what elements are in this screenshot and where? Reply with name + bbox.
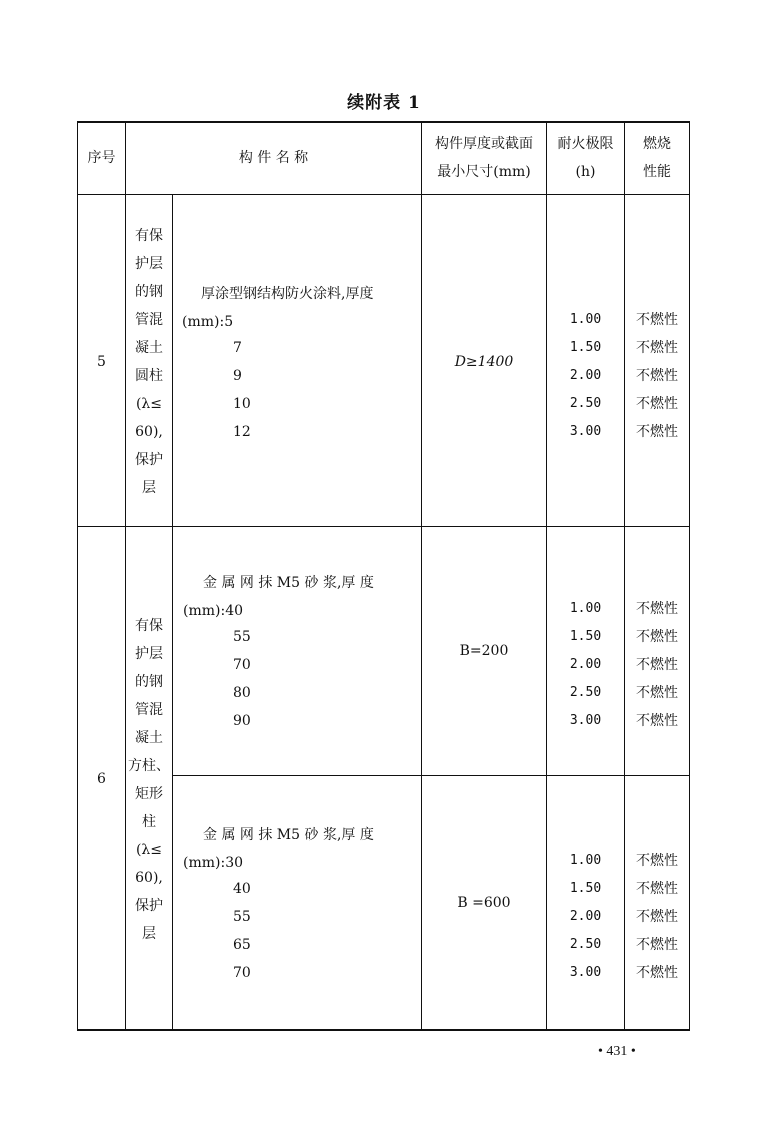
page-title: 续附表 1 bbox=[347, 93, 421, 113]
row-6b-desc-unit: (mm):30 bbox=[183, 855, 244, 871]
component-line: 的钢 bbox=[135, 284, 163, 300]
thickness-value: 70 bbox=[233, 965, 251, 981]
comb-value: 不燃性 bbox=[636, 713, 678, 729]
component-line: 管混 bbox=[135, 312, 163, 328]
fire-value: 1.50 bbox=[569, 881, 602, 896]
row-6a-fire bbox=[547, 595, 624, 735]
header-size-line2: 最小尺寸(mm) bbox=[437, 164, 531, 180]
thickness-value: 9 bbox=[233, 368, 242, 384]
header-name: 构 件 名 称 bbox=[238, 150, 309, 166]
fire-value: 2.50 bbox=[569, 396, 602, 411]
fire-value: 1.50 bbox=[569, 340, 602, 355]
component-line: 60), bbox=[135, 870, 163, 886]
comb-value: 不燃性 bbox=[636, 937, 678, 953]
col-line bbox=[172, 195, 173, 1031]
comb-value: 不燃性 bbox=[636, 965, 678, 981]
component-line: 的钢 bbox=[135, 674, 163, 690]
row-5-desc-unit: (mm):5 bbox=[182, 314, 234, 330]
comb-value: 不燃性 bbox=[636, 340, 678, 356]
row-line bbox=[172, 775, 690, 776]
fire-value: 2.00 bbox=[569, 657, 602, 672]
component-line: 60), bbox=[135, 424, 163, 440]
row-6b-thicknesses bbox=[233, 875, 251, 987]
col-line bbox=[77, 121, 78, 1031]
header-seq: 序号 bbox=[87, 150, 116, 166]
row-line bbox=[77, 194, 690, 195]
row-5-seq: 5 bbox=[97, 354, 106, 370]
row-6b-desc: 金 属 网 抹 M5 砂 浆,厚 度 bbox=[203, 827, 374, 843]
thickness-value: 70 bbox=[233, 657, 251, 673]
component-line: 层 bbox=[142, 480, 156, 496]
thickness-value: 65 bbox=[233, 937, 251, 953]
row-6a-thicknesses bbox=[233, 623, 251, 735]
row-6b-fire bbox=[547, 847, 624, 987]
row-5-fire bbox=[547, 306, 624, 446]
thickness-value: 10 bbox=[233, 396, 251, 412]
fire-value: 3.00 bbox=[569, 424, 602, 439]
header-size-line1: 构件厚度或截面 bbox=[435, 136, 533, 152]
row-6b-comb bbox=[625, 847, 689, 987]
component-line: 矩形 bbox=[135, 786, 163, 802]
row-6b-size: B =600 bbox=[457, 895, 511, 911]
comb-value: 不燃性 bbox=[636, 424, 678, 440]
row-6a-comb bbox=[625, 595, 689, 735]
row-5-comb bbox=[625, 306, 689, 446]
comb-value: 不燃性 bbox=[636, 312, 678, 328]
component-line: (λ≤ bbox=[135, 396, 163, 412]
row-6a-desc: 金 属 网 抹 M5 砂 浆,厚 度 bbox=[203, 575, 374, 591]
row-6-component bbox=[126, 612, 172, 948]
row-6-seq: 6 bbox=[97, 771, 106, 787]
component-line: 管混 bbox=[135, 702, 163, 718]
row-5-desc: 厚涂型钢结构防火涂料,厚度 bbox=[201, 286, 374, 302]
row-5-thicknesses bbox=[233, 334, 251, 446]
fire-value: 1.00 bbox=[569, 601, 602, 616]
component-line: 柱 bbox=[142, 814, 156, 830]
fire-value: 1.50 bbox=[569, 629, 602, 644]
component-line: 护层 bbox=[135, 256, 163, 272]
fire-value: 3.00 bbox=[569, 713, 602, 728]
fire-value: 1.00 bbox=[569, 853, 602, 868]
comb-value: 不燃性 bbox=[636, 368, 678, 384]
header-fire-line2: (h) bbox=[575, 164, 596, 180]
comb-value: 不燃性 bbox=[636, 685, 678, 701]
thickness-value: 55 bbox=[233, 629, 251, 645]
component-line: 护层 bbox=[135, 646, 163, 662]
component-line: 有保 bbox=[135, 228, 163, 244]
page-number: • 431 • bbox=[598, 1044, 636, 1059]
header-fire-line1: 耐火极限 bbox=[557, 136, 614, 152]
row-5-component bbox=[126, 222, 172, 502]
fire-value: 2.00 bbox=[569, 909, 602, 924]
comb-value: 不燃性 bbox=[636, 601, 678, 617]
component-line: 凝土 bbox=[135, 340, 163, 356]
component-line: 方柱、 bbox=[128, 758, 170, 774]
comb-value: 不燃性 bbox=[636, 909, 678, 925]
row-6a-size: B=200 bbox=[459, 643, 509, 659]
comb-value: 不燃性 bbox=[636, 657, 678, 673]
fire-value: 2.00 bbox=[569, 368, 602, 383]
component-line: (λ≤ bbox=[135, 842, 163, 858]
component-line: 保护 bbox=[135, 452, 163, 468]
fire-value: 1.00 bbox=[569, 312, 602, 327]
component-line: 层 bbox=[142, 926, 156, 942]
thickness-value: 40 bbox=[233, 881, 251, 897]
comb-value: 不燃性 bbox=[636, 853, 678, 869]
thickness-value: 55 bbox=[233, 909, 251, 925]
row-5-size: D≥1400 bbox=[454, 354, 514, 370]
comb-value: 不燃性 bbox=[636, 881, 678, 897]
comb-value: 不燃性 bbox=[636, 396, 678, 412]
component-line: 保护 bbox=[135, 898, 163, 914]
component-line: 圆柱 bbox=[135, 368, 163, 384]
row-line bbox=[77, 526, 690, 527]
fire-value: 2.50 bbox=[569, 685, 602, 700]
thickness-value: 12 bbox=[233, 424, 251, 440]
comb-value: 不燃性 bbox=[636, 629, 678, 645]
thickness-value: 80 bbox=[233, 685, 251, 701]
row-6a-desc-unit: (mm):40 bbox=[183, 603, 244, 619]
thickness-value: 7 bbox=[233, 340, 242, 356]
thickness-value: 90 bbox=[233, 713, 251, 729]
fire-value: 2.50 bbox=[569, 937, 602, 952]
header-comb-line1: 燃烧 bbox=[643, 136, 671, 152]
component-line: 凝土 bbox=[135, 730, 163, 746]
col-line bbox=[689, 121, 690, 1031]
header-comb-line2: 性能 bbox=[643, 164, 671, 180]
fire-value: 3.00 bbox=[569, 965, 602, 980]
component-line: 有保 bbox=[135, 618, 163, 634]
